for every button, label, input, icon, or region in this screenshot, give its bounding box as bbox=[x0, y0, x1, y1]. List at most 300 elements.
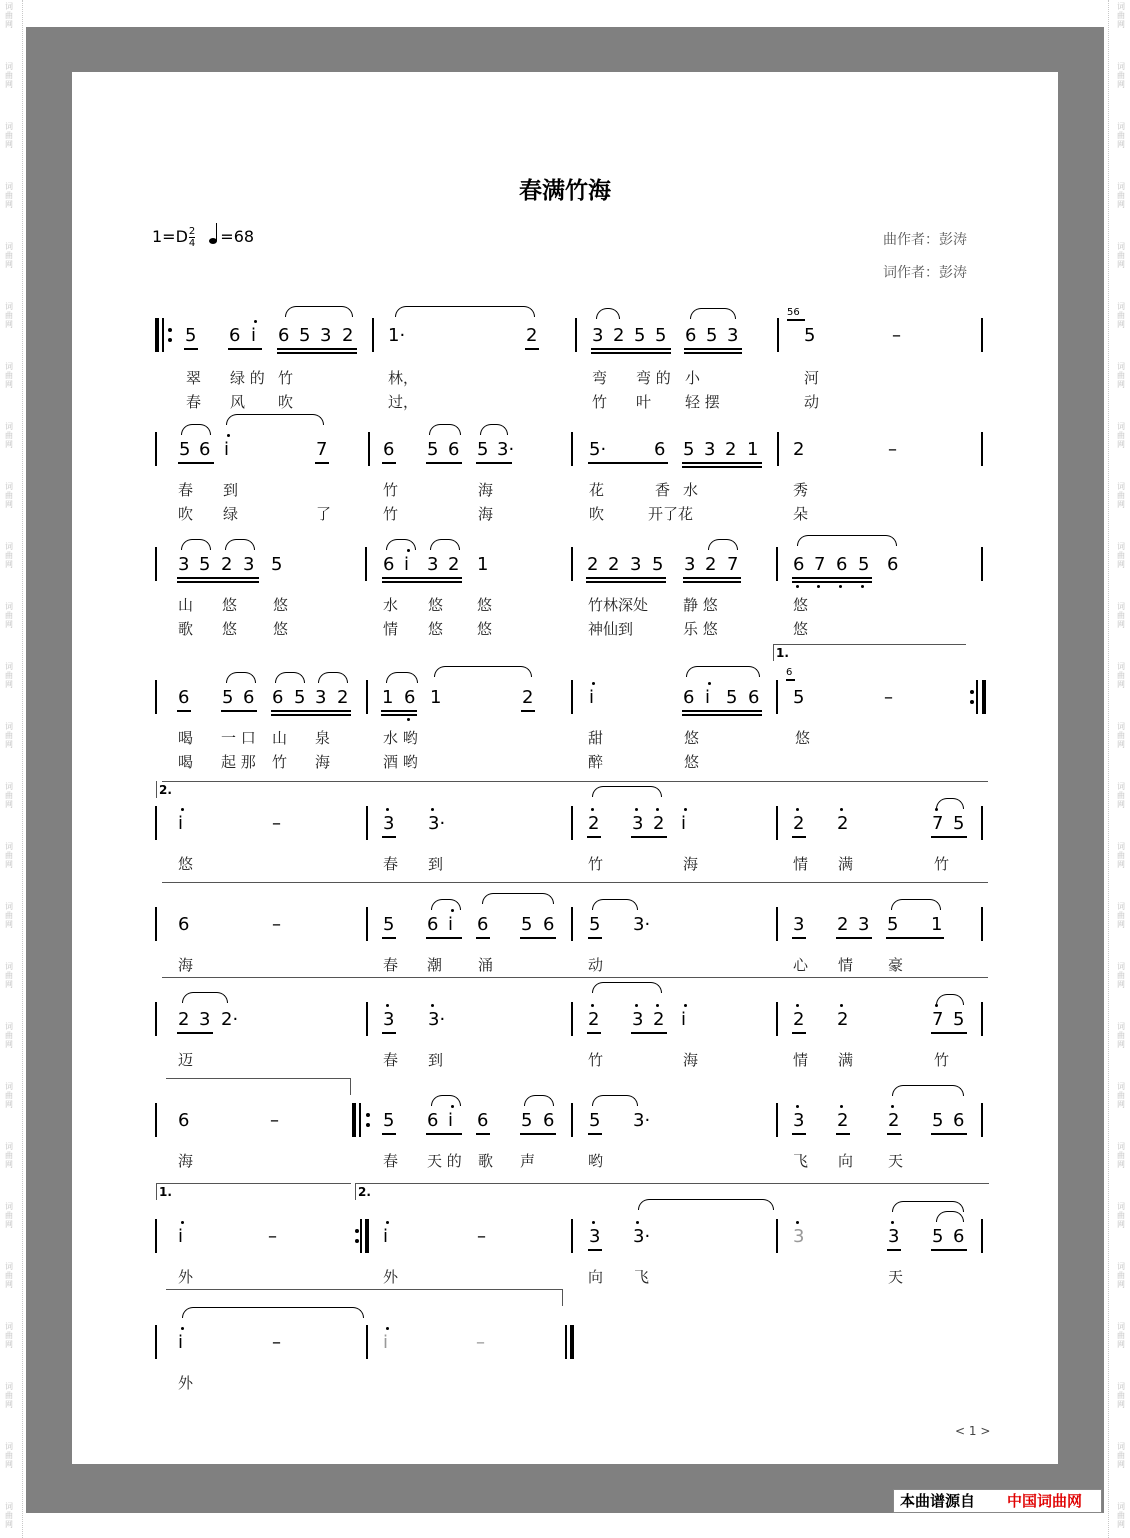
note: 6 bbox=[448, 439, 460, 460]
underline bbox=[271, 714, 351, 716]
octave-dot bbox=[386, 1221, 389, 1224]
lyric: 竹 bbox=[592, 393, 608, 411]
lyric: 情 bbox=[793, 1051, 809, 1069]
octave-dot bbox=[840, 1105, 843, 1108]
note: 3 bbox=[630, 554, 642, 575]
repeat-dot bbox=[970, 690, 974, 694]
lyric: 潮 bbox=[427, 956, 443, 974]
lyric: 向 bbox=[588, 1268, 604, 1286]
octave-dot bbox=[431, 1004, 434, 1007]
lyric: 天 的 bbox=[427, 1152, 462, 1170]
lyric: 绿 bbox=[223, 505, 239, 523]
underline bbox=[277, 348, 357, 350]
note: 3 bbox=[315, 687, 327, 708]
barline bbox=[571, 1219, 573, 1253]
lyric: 秀 bbox=[793, 481, 809, 499]
slur bbox=[936, 994, 964, 1005]
lyric: 山 bbox=[178, 596, 194, 614]
octave-dot bbox=[708, 682, 711, 685]
underline bbox=[684, 348, 742, 350]
lyric: 外 bbox=[178, 1374, 194, 1392]
note: 1· bbox=[388, 325, 406, 346]
lyric: 悠 bbox=[273, 596, 289, 614]
underline bbox=[631, 1032, 667, 1034]
watermark-text: 词 曲 网 bbox=[1117, 962, 1125, 989]
repeat-dot bbox=[355, 1229, 359, 1233]
slur bbox=[226, 672, 256, 683]
lyric: 小 bbox=[685, 369, 701, 387]
barline bbox=[776, 1103, 778, 1137]
note: 6 bbox=[199, 439, 211, 460]
watermark-text: 词 曲 网 bbox=[1117, 602, 1125, 629]
underline bbox=[221, 710, 257, 712]
volta-bracket bbox=[156, 1183, 351, 1200]
lyric: 轻 摆 bbox=[685, 393, 720, 411]
lyric: 弯 的 bbox=[636, 369, 671, 387]
slur bbox=[181, 424, 211, 435]
lyric: 泉 bbox=[315, 729, 331, 747]
slur bbox=[638, 1199, 774, 1210]
grace-note: 6 bbox=[786, 667, 793, 678]
watermark-text: 词 曲 网 bbox=[1117, 242, 1125, 269]
volta-number: 2. bbox=[159, 783, 172, 797]
lyric: 叶 bbox=[636, 393, 652, 411]
octave-dot bbox=[891, 1105, 894, 1108]
lyric: 海 bbox=[178, 956, 194, 974]
underline bbox=[792, 581, 872, 583]
slur bbox=[181, 539, 211, 550]
slur bbox=[592, 982, 662, 993]
note: 6 bbox=[383, 439, 395, 460]
watermark-text: 词 曲 网 bbox=[5, 1202, 13, 1229]
note: 5 bbox=[793, 687, 805, 708]
barline bbox=[372, 318, 374, 352]
note: 6 bbox=[178, 687, 190, 708]
note: 3 bbox=[383, 1009, 395, 1030]
repeat-dot bbox=[366, 1113, 370, 1117]
note: 7 bbox=[932, 1009, 944, 1030]
octave-dot bbox=[592, 1221, 595, 1224]
note: 3· bbox=[428, 1009, 446, 1030]
watermark-text: 词 曲 网 bbox=[5, 902, 13, 929]
lyric: 绿 的 bbox=[230, 369, 265, 387]
underline bbox=[476, 1133, 490, 1135]
note: 6 bbox=[654, 439, 666, 460]
note: 3 bbox=[427, 554, 439, 575]
lyric: 风 bbox=[230, 393, 246, 411]
barline bbox=[162, 318, 164, 352]
watermark-text: 词 曲 网 bbox=[5, 182, 13, 209]
octave-dot bbox=[181, 1221, 184, 1224]
note: i bbox=[383, 1226, 389, 1247]
lyric: 海 bbox=[315, 753, 331, 771]
note: 5 bbox=[726, 687, 738, 708]
underline bbox=[382, 1133, 396, 1135]
barline bbox=[976, 680, 978, 714]
lyric: 香 bbox=[655, 481, 671, 499]
underline bbox=[631, 836, 667, 838]
slur bbox=[318, 672, 348, 683]
slur bbox=[936, 1211, 964, 1222]
barline bbox=[155, 1103, 157, 1137]
lyric: 悠 bbox=[222, 596, 238, 614]
underline bbox=[588, 937, 602, 939]
note: 6 bbox=[404, 687, 416, 708]
lyric: 水 哟 bbox=[383, 729, 418, 747]
underline bbox=[520, 1133, 556, 1135]
octave-dot bbox=[386, 1327, 389, 1330]
octave-dot bbox=[635, 1004, 638, 1007]
octave-dot bbox=[635, 808, 638, 811]
lyric: 歌 bbox=[178, 620, 194, 638]
underline bbox=[588, 1133, 602, 1135]
barline bbox=[155, 547, 157, 581]
note: 5 bbox=[932, 1226, 944, 1247]
lyric: 水 bbox=[683, 481, 699, 499]
note: i bbox=[404, 554, 410, 575]
note: 2 bbox=[837, 1009, 849, 1030]
lyric: 到 bbox=[428, 855, 444, 873]
note: 2 bbox=[337, 687, 349, 708]
watermark-text: 词 曲 网 bbox=[5, 242, 13, 269]
note: i bbox=[224, 439, 230, 460]
note: 3 bbox=[178, 554, 190, 575]
barline bbox=[366, 907, 368, 941]
lyric: 歌 bbox=[478, 1152, 494, 1170]
tempo-value: =68 bbox=[220, 227, 255, 246]
note: 5 bbox=[179, 439, 191, 460]
thick-barline bbox=[365, 1219, 369, 1253]
octave-dot bbox=[591, 1004, 594, 1007]
note: 5 bbox=[655, 325, 667, 346]
thick-barline bbox=[352, 1103, 356, 1137]
grace-underline bbox=[786, 679, 795, 681]
watermark-text: 词 曲 网 bbox=[5, 962, 13, 989]
watermark-text: 词 曲 网 bbox=[5, 302, 13, 329]
note: 3 bbox=[793, 914, 805, 935]
slur bbox=[596, 308, 620, 319]
slur bbox=[429, 424, 461, 435]
lyric: 悠 bbox=[428, 596, 444, 614]
octave-dot bbox=[796, 1221, 799, 1224]
lyric: 山 bbox=[272, 729, 288, 747]
lyric: 弯 bbox=[592, 369, 608, 387]
barline bbox=[368, 432, 370, 466]
note: – bbox=[884, 687, 893, 708]
slur bbox=[225, 539, 255, 550]
underline bbox=[476, 462, 512, 464]
watermark-text: 词 曲 网 bbox=[5, 842, 13, 869]
slur bbox=[285, 306, 353, 317]
octave-dot bbox=[817, 585, 820, 588]
lyric: 外 bbox=[383, 1268, 399, 1286]
slur bbox=[936, 798, 964, 809]
octave-dot bbox=[684, 808, 687, 811]
barline bbox=[981, 432, 983, 466]
lyric: 海 bbox=[683, 1051, 699, 1069]
lyric: 豪 bbox=[888, 956, 904, 974]
slur bbox=[434, 666, 532, 677]
lyric: 一 口 bbox=[221, 729, 256, 747]
watermark-text: 词 曲 网 bbox=[5, 782, 13, 809]
lyric: 水 bbox=[383, 596, 399, 614]
octave-dot bbox=[796, 585, 799, 588]
underline bbox=[382, 1032, 396, 1034]
lyric: 外 bbox=[178, 1268, 194, 1286]
lyric: 翠 bbox=[186, 369, 202, 387]
note: 5 bbox=[804, 325, 816, 346]
note: 2 bbox=[837, 914, 849, 935]
note: 2 bbox=[793, 1009, 805, 1030]
note: 5 bbox=[634, 325, 646, 346]
underline bbox=[931, 1032, 967, 1034]
note: 3 bbox=[320, 325, 332, 346]
underline bbox=[382, 836, 396, 838]
barline bbox=[571, 432, 573, 466]
lyric: 春 bbox=[383, 855, 399, 873]
barline bbox=[360, 1219, 362, 1253]
note: 1 bbox=[931, 914, 943, 935]
lyric: 到 bbox=[223, 481, 239, 499]
underline bbox=[682, 710, 762, 712]
composer-credit: 曲作者：彭涛 bbox=[883, 232, 967, 248]
slur bbox=[482, 893, 554, 904]
underline bbox=[382, 581, 462, 583]
underline bbox=[591, 352, 671, 354]
note: 5 bbox=[427, 439, 439, 460]
note: i bbox=[383, 1332, 389, 1353]
underline bbox=[587, 1032, 601, 1034]
slur bbox=[226, 414, 324, 425]
underline bbox=[684, 352, 742, 354]
volta-number: 1. bbox=[776, 646, 789, 660]
barline bbox=[981, 1103, 983, 1137]
note: i bbox=[448, 914, 454, 935]
note: 6 bbox=[383, 554, 395, 575]
lyric: 悠 bbox=[793, 620, 809, 638]
underline bbox=[177, 710, 191, 712]
watermark-text: 词 曲 网 bbox=[1117, 422, 1125, 449]
lyric: 飞 bbox=[793, 1152, 809, 1170]
lyric: 竹 bbox=[278, 369, 294, 387]
underline bbox=[587, 836, 601, 838]
note: 2 bbox=[448, 554, 460, 575]
underline bbox=[277, 352, 357, 354]
slur bbox=[592, 899, 638, 910]
barline bbox=[571, 806, 573, 840]
watermark-text: 词 曲 网 bbox=[1117, 1442, 1125, 1469]
note: 2 bbox=[588, 813, 600, 834]
note: 6 bbox=[953, 1226, 965, 1247]
note: 3 bbox=[243, 554, 255, 575]
note: 3 bbox=[589, 1226, 601, 1247]
watermark-text: 词 曲 网 bbox=[1117, 722, 1125, 749]
note: 3· bbox=[633, 914, 651, 935]
note: i bbox=[178, 813, 184, 834]
note: 6 bbox=[887, 554, 899, 575]
lyric: 喝 bbox=[178, 729, 194, 747]
lyric: 悠 bbox=[477, 596, 493, 614]
lyric: 满 bbox=[838, 1051, 854, 1069]
note: 5 bbox=[294, 687, 306, 708]
lyric: 向 bbox=[838, 1152, 854, 1170]
lyric: 起 那 bbox=[221, 753, 256, 771]
barline bbox=[155, 1002, 157, 1036]
watermark-text: 词 曲 网 bbox=[1117, 902, 1125, 929]
note: 6 bbox=[427, 914, 439, 935]
underline bbox=[177, 577, 259, 579]
lyric: 竹林深处 bbox=[588, 596, 649, 614]
lyric: 悠 bbox=[795, 729, 811, 747]
note: 2 bbox=[837, 1110, 849, 1131]
slur bbox=[182, 1307, 364, 1318]
underline bbox=[591, 348, 671, 350]
barline bbox=[776, 680, 778, 714]
volta-number: 2. bbox=[358, 1185, 371, 1199]
underline bbox=[887, 1133, 901, 1135]
repeat-start bbox=[155, 318, 159, 352]
note: 6 bbox=[229, 325, 241, 346]
note: 1 bbox=[430, 687, 442, 708]
octave-dot bbox=[181, 1327, 184, 1330]
note: i bbox=[589, 687, 595, 708]
barline bbox=[981, 1002, 983, 1036]
note: 5 bbox=[383, 1110, 395, 1131]
barline bbox=[565, 1325, 567, 1359]
lyric: 酒 哟 bbox=[383, 753, 418, 771]
underline bbox=[682, 462, 762, 464]
barline bbox=[776, 1219, 778, 1253]
octave-dot bbox=[796, 1105, 799, 1108]
slur bbox=[592, 786, 662, 797]
octave-dot bbox=[891, 1221, 894, 1224]
note: 2 bbox=[793, 813, 805, 834]
barline bbox=[776, 907, 778, 941]
watermark-text: 词 曲 网 bbox=[1117, 1082, 1125, 1109]
underline bbox=[588, 1249, 602, 1251]
barline bbox=[776, 1002, 778, 1036]
underline bbox=[836, 1133, 850, 1135]
note: 6 bbox=[793, 554, 805, 575]
slur bbox=[892, 1085, 964, 1096]
underline bbox=[382, 577, 462, 579]
score-title: 春满竹海 bbox=[519, 177, 611, 204]
lyric: 情 bbox=[383, 620, 399, 638]
watermark-text: 词 曲 网 bbox=[5, 1442, 13, 1469]
note: 6 bbox=[278, 325, 290, 346]
lyric: 林， bbox=[388, 369, 419, 387]
underline bbox=[177, 1032, 213, 1034]
note: 6 bbox=[953, 1110, 965, 1131]
barline bbox=[571, 547, 573, 581]
octave-dot bbox=[407, 718, 410, 721]
lyric: 天 bbox=[888, 1268, 904, 1286]
watermark-text: 词 曲 网 bbox=[1117, 1142, 1125, 1169]
lyric: 声 bbox=[520, 1152, 536, 1170]
lyric: 竹 bbox=[383, 481, 399, 499]
grace-note: 56 bbox=[787, 307, 800, 318]
slur bbox=[797, 535, 897, 546]
note: 6 bbox=[243, 687, 255, 708]
volta-bracket bbox=[156, 781, 157, 798]
watermark-text: 词 曲 网 bbox=[5, 662, 13, 689]
watermark-text: 词 曲 网 bbox=[1117, 662, 1125, 689]
lyric: 春 bbox=[383, 1051, 399, 1069]
note: 6 bbox=[477, 1110, 489, 1131]
octave-dot bbox=[656, 1004, 659, 1007]
barline bbox=[981, 1219, 983, 1253]
note: 3 bbox=[632, 813, 644, 834]
note: i bbox=[448, 1110, 454, 1131]
note: 5 bbox=[185, 325, 197, 346]
watermark-text: 词 曲 网 bbox=[1117, 1322, 1125, 1349]
note: 2 bbox=[725, 439, 737, 460]
lyric: 动 bbox=[588, 956, 604, 974]
lyric: 竹 bbox=[934, 855, 950, 873]
octave-dot bbox=[796, 1004, 799, 1007]
note: 2 bbox=[888, 1110, 900, 1131]
watermark-text: 词 曲 网 bbox=[1117, 1502, 1125, 1529]
barline bbox=[575, 318, 577, 352]
note: 2 bbox=[837, 813, 849, 834]
note: i bbox=[681, 1009, 687, 1030]
watermark-text: 词 曲 网 bbox=[5, 1142, 13, 1169]
barline bbox=[155, 680, 157, 714]
row-divider bbox=[162, 977, 988, 978]
note: 3· bbox=[497, 439, 515, 460]
barline bbox=[777, 318, 779, 352]
watermark-text: 词 曲 网 bbox=[5, 1082, 13, 1109]
watermark-text: 词 曲 网 bbox=[5, 422, 13, 449]
note: 5 bbox=[683, 439, 695, 460]
note: 7 bbox=[727, 554, 739, 575]
note: i bbox=[251, 325, 257, 346]
note: 6 bbox=[543, 1110, 555, 1131]
coda-bracket bbox=[166, 1289, 563, 1306]
watermark-text: 词 曲 网 bbox=[5, 62, 13, 89]
barline bbox=[571, 1002, 573, 1036]
lyric: 乐 悠 bbox=[683, 620, 718, 638]
note: 7 bbox=[814, 554, 826, 575]
underline bbox=[382, 937, 396, 939]
barline bbox=[366, 1325, 368, 1359]
underline bbox=[426, 1133, 462, 1135]
underline bbox=[682, 714, 762, 716]
lyric: 朵 bbox=[793, 505, 809, 523]
barline bbox=[571, 907, 573, 941]
lyric: 竹 bbox=[934, 1051, 950, 1069]
underline bbox=[382, 462, 396, 464]
underline bbox=[931, 836, 967, 838]
octave-dot bbox=[254, 320, 257, 323]
watermark-text: 词 曲 网 bbox=[5, 1382, 13, 1409]
lyric: 过， bbox=[388, 393, 419, 411]
slur bbox=[395, 306, 535, 317]
slur bbox=[592, 1095, 638, 1106]
lyric: 海 bbox=[478, 481, 494, 499]
lyric: 悠 bbox=[793, 596, 809, 614]
note: 6 bbox=[272, 687, 284, 708]
slur bbox=[431, 899, 461, 910]
note: 2 bbox=[522, 687, 534, 708]
note: – bbox=[888, 439, 897, 460]
lyric: 到 bbox=[428, 1051, 444, 1069]
note: 6 bbox=[178, 1110, 190, 1131]
repeat-dot bbox=[366, 1123, 370, 1127]
lyric: 海 bbox=[478, 505, 494, 523]
watermark-text: 词 曲 网 bbox=[5, 122, 13, 149]
underline bbox=[177, 581, 259, 583]
